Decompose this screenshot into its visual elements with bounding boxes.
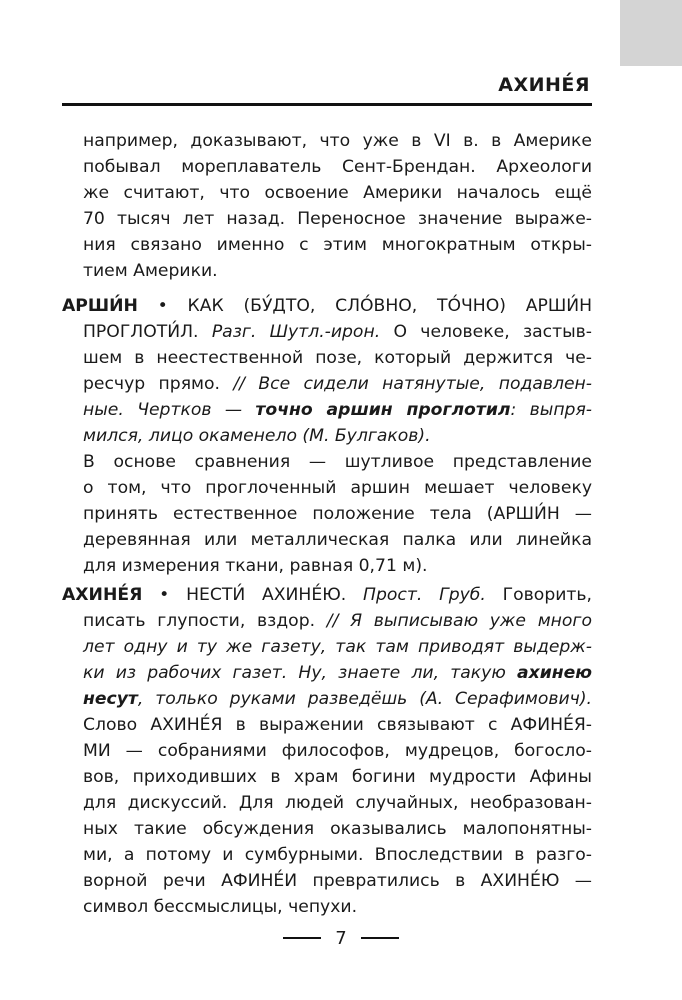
entry-bullet: • (159, 585, 170, 605)
text-line: шем в неестественной позе, который держится че- (83, 348, 592, 368)
text-line: вов, приходивших в храм богини мудрости Афины (83, 767, 592, 787)
usage-labels: Разг. Шутл.-ирон. (211, 322, 381, 342)
text-line (62, 608, 592, 634)
page-number: 7 (335, 927, 347, 949)
entry-bullet: • (157, 296, 168, 316)
definition-text: писать глупости, вздор. (83, 611, 316, 631)
definition-text: Говорить, (502, 585, 592, 605)
text-line (62, 686, 592, 712)
usage-labels: Прост. Груб. (363, 585, 486, 605)
example-quote: // Все сидели натянутые, подавлен- (233, 374, 592, 394)
thumb-index-tab (620, 0, 682, 66)
text-line (62, 660, 592, 686)
text-line: Слово АХИНЕ́Я в выражении связывают с АФИНЕ́Я- (83, 715, 592, 735)
text-line (62, 319, 592, 345)
text-line: же считают, что освоение Америки началось ещё (83, 183, 592, 203)
text-line (62, 371, 592, 397)
text-line (62, 397, 592, 423)
example-quote: ные. Чертков — (83, 400, 256, 420)
example-quote: ки из рабочих газет. Ну, знаете ли, такую (83, 663, 506, 683)
entry-arshin (62, 293, 592, 579)
text-line: для дискуссий. Для людей случайных, необразован- (83, 793, 592, 813)
text-line: мился, лицо окаменело (М. Булгаков). (83, 426, 431, 446)
text-line: символ бессмыслицы, чепухи. (83, 897, 358, 917)
text-line: лет одну и ту же газету, так там приводят выдерж- (83, 637, 592, 657)
text-line: например, доказывают, что уже в VI в. в Америке (83, 131, 592, 151)
text-line: МИ — собраниями философов, мудрецов, богосло- (83, 741, 592, 761)
headword: АХИНЕ́Я (62, 585, 143, 605)
idiom-in-quote: несут (83, 689, 138, 709)
idiom-in-quote: ахинею (517, 663, 592, 683)
page-footer (0, 924, 682, 952)
text-line: ми, а потому и сумбурными. Впоследствии в разго- (83, 845, 592, 865)
text-line: ния связано именно с этим многократным откры- (83, 235, 592, 255)
idiom-phrase: НЕСТИ́ АХИНЕ́Ю. (186, 585, 347, 605)
example-quote: // Я выписываю уже много (326, 611, 592, 631)
folio-dash-right (361, 937, 399, 939)
example-quote: , только руками разведёшь (А. Серафимович). (137, 689, 592, 709)
example-quote: : выпря- (510, 400, 593, 420)
text-line: ворной речи АФИНЕ́И превратились в АХИНЕ́Ю — (83, 871, 592, 891)
text-line: принять естественное положение тела (АРШИ́Н — (83, 504, 592, 524)
idiom-phrase: КАК (БУ́ДТО, СЛО́ВНО, ТО́ЧНО) АРШИ́Н (187, 296, 592, 316)
header-rule (62, 103, 592, 106)
definition-text: О человеке, застыв- (393, 322, 592, 342)
headword: АРШИ́Н (62, 296, 138, 316)
folio-dash-left (283, 937, 321, 939)
continuation-paragraph (62, 128, 592, 284)
text-line: о том, что проглоченный аршин мешает человеку (83, 478, 592, 498)
text-line: 70 тысяч лет назад. Переносное значение выраже- (83, 209, 592, 229)
idiom-in-quote: точно аршин проглотил (255, 400, 511, 420)
text-line: для измерения ткани, равная 0,71 м). (83, 556, 428, 576)
text-line: В основе сравнения — шутливое представление (83, 452, 592, 472)
definition-text: ресчур прямо. (83, 374, 220, 394)
entry-akhineya (62, 582, 592, 920)
text-line (62, 582, 592, 608)
text-line: тием Америки. (83, 261, 218, 281)
text-line: ных такие обсуждения оказывались малопонятны- (83, 819, 592, 839)
text-line: побывал мореплаватель Сент-Брендан. Археологи (83, 157, 592, 177)
text-line: деревянная или металлическая палка или линейка (83, 530, 592, 550)
running-head: АХИНЕ́Я (498, 74, 590, 96)
text-line (62, 293, 592, 319)
idiom-phrase: ПРОГЛОТИ́Л. (83, 322, 199, 342)
